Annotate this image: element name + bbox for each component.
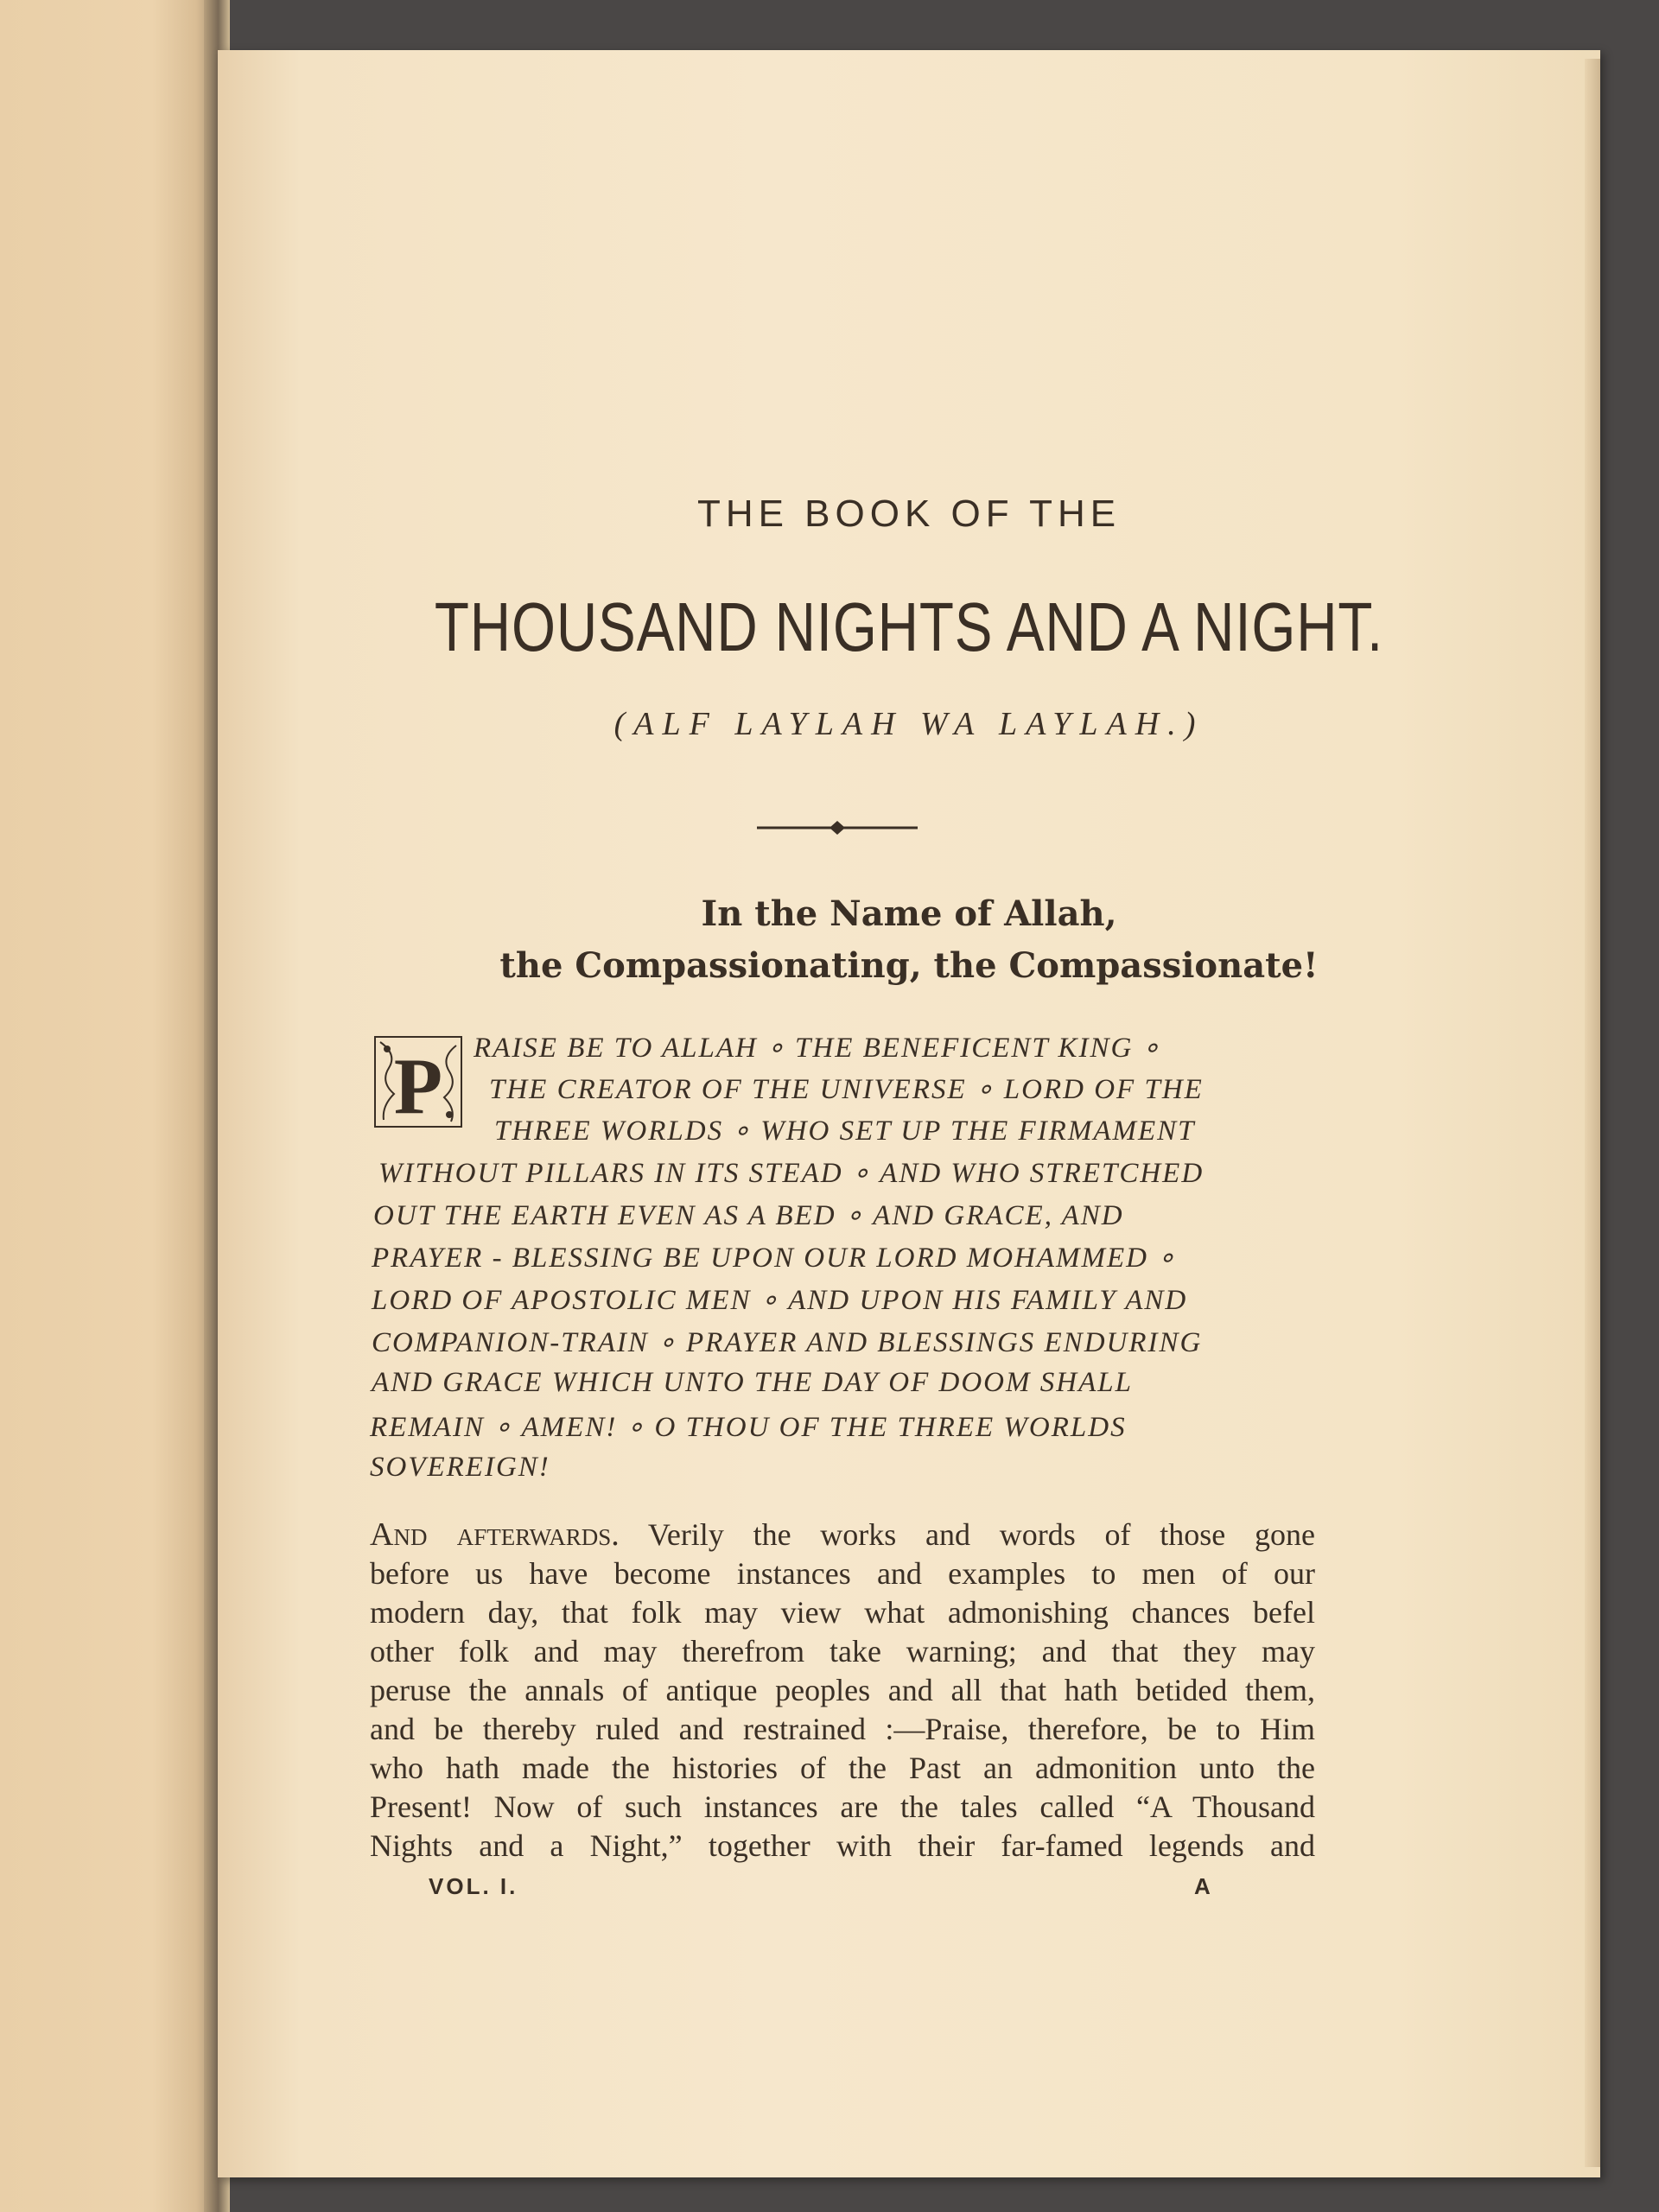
facing-page — [0, 0, 218, 2212]
volume-signature: VOL. I. — [429, 1873, 518, 1899]
invocation-line-2: the Compassionating, the Compassionate! — [499, 945, 1319, 986]
invocation-line-1: In the Name of Allah, — [701, 893, 1117, 934]
body-line-6: and be thereby ruled and restrained :—Praise, therefore, be to Him — [370, 1712, 1315, 1746]
book-title: THOUSAND NIGHTS AND A NIGHT. — [434, 588, 1384, 665]
praise-line-8: COMPANION-TRAIN ∘ PRAYER AND BLESSINGS ENDURING — [372, 1327, 1203, 1358]
svg-text:P: P — [393, 1042, 443, 1130]
body-line-8: Present! Now of such instances are the tales called “A Thousand — [370, 1789, 1315, 1824]
praise-line-10: REMAIN ∘ AMEN! ∘ O THOU OF THE THREE WORLDS — [370, 1412, 1127, 1443]
invocation — [218, 888, 1600, 992]
body-line-3: modern day, that folk may view what admonishing chances befel — [370, 1595, 1315, 1630]
praise-line-5: OUT THE EARTH EVEN AS A BED ∘ AND GRACE, AND — [373, 1200, 1124, 1231]
body-line-4: other folk and may therefrom take warning; and that they may — [370, 1634, 1315, 1669]
praise-line-1: RAISE BE TO ALLAH ∘ THE BENEFICENT KING ∘ — [474, 1033, 1162, 1064]
page-edge — [1585, 59, 1600, 2167]
signature-letter: A — [1194, 1873, 1211, 1899]
lead-in: And afterwards. — [370, 1516, 620, 1553]
praise-line-2: THE CREATOR OF THE UNIVERSE ∘ LORD OF THE — [489, 1074, 1204, 1105]
praise-line-6: PRAYER - BLESSING BE UPON OUR LORD MOHAMMED ∘ — [372, 1243, 1177, 1274]
body-line-5: peruse the annals of antique peoples and all that hath betided them, — [370, 1673, 1315, 1707]
pre-title: THE BOOK OF THE — [696, 493, 1122, 535]
praise-line-4: WITHOUT PILLARS IN ITS STEAD ∘ AND WHO STRETCHED — [378, 1158, 1205, 1189]
body-line-9: Nights and a Night,” together with their far-famed legends and — [370, 1828, 1315, 1863]
praise-line-3: THREE WORLDS ∘ WHO SET UP THE FIRMAMENT — [494, 1116, 1196, 1147]
praise-line-9: AND GRACE WHICH UNTO THE DAY OF DOOM SHALL — [372, 1367, 1133, 1398]
praise-line-11: SOVEREIGN! — [370, 1452, 550, 1483]
ornament-rule-icon — [757, 817, 918, 838]
drop-cap-icon — [372, 1033, 465, 1130]
body-line-7: who hath made the histories of the Past an admonition unto the — [370, 1751, 1315, 1785]
body-line-1: And afterwards. Verily the works and words of those gone — [370, 1516, 1315, 1553]
body-line-2: before us have become instances and examples to men of our — [370, 1556, 1315, 1591]
book-subtitle: (ALF LAYLAH WA LAYLAH.) — [613, 706, 1205, 742]
praise-line-7: LORD OF APOSTOLIC MEN ∘ AND UPON HIS FAMILY AND — [372, 1285, 1188, 1316]
